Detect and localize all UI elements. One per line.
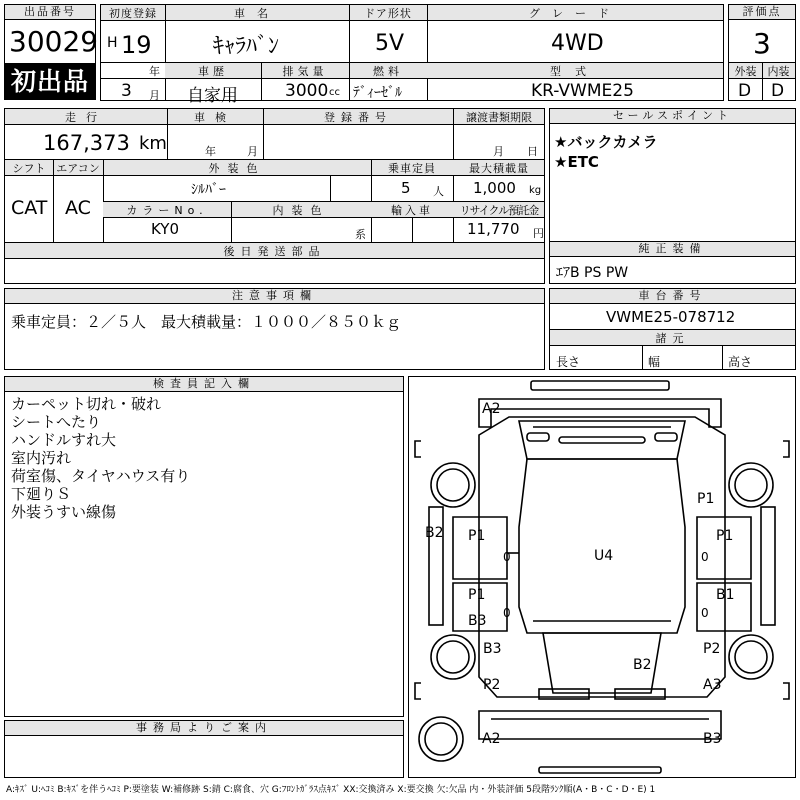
equipment-value: ｴｱB PS PW: [556, 265, 629, 281]
import-label: 輸入車: [391, 204, 433, 217]
int-color-suffix: 系: [355, 228, 366, 241]
capacity-unit: 人: [433, 185, 444, 198]
ac-label: エアコン: [56, 162, 100, 175]
int-color-label: 内装色: [272, 204, 330, 217]
first-sale-badge: 初出品: [4, 64, 96, 100]
later-parts-label: 後日発送部品: [223, 245, 326, 258]
color-no-value: KY0: [151, 220, 180, 238]
inspector-note: ハンドルすれ大: [11, 431, 117, 449]
recycle-unit: 円: [533, 227, 544, 240]
legend-text: A:ｷｽﾞ U:ﾍｺﾐ B:ｷｽﾞを伴うﾍｺﾐ P:要塗装 W:補修跡 S:錆 C:腐食、穴 G:ﾌﾛﾝﾄｶﾞﾗｽ点ｷｽﾞ XX:交換済み X:要交換 欠:欠品 内・外装評価 5段階ﾗﾝｸ順(A・B・C・D・E) 1: [6, 785, 656, 795]
mileage-label: 走行: [65, 111, 107, 124]
inspector-note: 外装うすい線傷: [11, 503, 117, 521]
reg-label: 初度登録: [109, 7, 157, 20]
reg-month-unit: 月: [149, 89, 160, 102]
car-name-label: 車名: [234, 7, 280, 20]
office-label: 事務局よりご案内: [5, 721, 403, 736]
inspection-month-unit: 月: [247, 145, 258, 158]
history-label: 車歴: [198, 65, 228, 78]
damage-mark: A2: [482, 401, 501, 417]
chassis-label: 車台番号: [550, 289, 795, 304]
inspector-note: 荷室傷、タイヤハウス有り: [11, 467, 191, 485]
sales-points-label: セールスポイント: [550, 109, 795, 124]
height-label: 高さ: [728, 355, 753, 369]
length-label: 長さ: [556, 355, 581, 369]
lot-box: [4, 4, 99, 64]
equipment-box: [549, 241, 796, 284]
exterior-label: 外装: [734, 65, 757, 78]
door-label: ドア形状: [364, 7, 412, 20]
damage-mark: B3: [483, 641, 502, 657]
interior-grade: D: [771, 81, 785, 101]
grade-value: 4WD: [551, 31, 604, 56]
damage-mark: U4: [594, 548, 614, 564]
caution-label: 注意事項欄: [5, 289, 544, 304]
lot-label: 出品番号: [5, 5, 95, 20]
reg-era: H: [107, 35, 118, 51]
damage-mark: P1: [697, 491, 715, 507]
sales-point-item: ★バックカメラ: [554, 133, 658, 151]
capacity-value: 5: [401, 179, 411, 197]
displacement-label: 排気量: [282, 65, 328, 78]
equipment-label: 純正装備: [550, 242, 795, 257]
damage-mark: A2: [482, 731, 501, 747]
door-value: 5V: [375, 31, 405, 56]
inspector-notes: [11, 395, 190, 521]
color-no-label: カラーNo.: [126, 204, 208, 217]
recycle-value: 11,770: [467, 220, 520, 238]
inspection-year-unit: 年: [205, 145, 216, 158]
reg-year-unit: 年: [149, 65, 160, 78]
max-load-unit: kg: [529, 185, 542, 196]
damage-mark: P1: [716, 528, 734, 544]
damage-mark: B1: [716, 587, 735, 603]
inspector-note: 下廻りＳ: [11, 485, 72, 503]
score-label: 評価点: [729, 5, 795, 20]
reg-year: 19: [121, 31, 152, 59]
ac-value: AC: [65, 197, 91, 219]
score-box: [728, 4, 796, 101]
svg-text:0: 0: [701, 550, 709, 564]
reg-month: 3: [121, 81, 132, 101]
car-name: ｷｬﾗﾊﾞﾝ: [213, 34, 280, 59]
damage-mark: P2: [703, 641, 721, 657]
caution-box: [4, 288, 545, 370]
mileage-unit: km: [139, 133, 167, 154]
damage-mark: B2: [633, 657, 652, 673]
sales-point-item: ★ETC: [554, 153, 599, 171]
inspector-note: シートへたり: [11, 413, 102, 431]
inspection-label: 車検: [194, 111, 236, 124]
caution-text: 乗車定員：２／５人 最大積載量：１０００／８５０ｋｇ: [11, 313, 402, 331]
inspector-box: [4, 376, 404, 717]
damage-mark: B2: [425, 525, 444, 541]
damage-diagram: [408, 376, 796, 778]
width-label: 幅: [648, 355, 661, 369]
svg-text:0: 0: [503, 606, 511, 620]
capacity-label: 乗車定員: [388, 162, 436, 175]
svg-text:0: 0: [503, 550, 511, 564]
sales-points-box: [549, 108, 796, 242]
inspector-label: 検査員記入欄: [5, 377, 403, 392]
mileage-value: 167,373: [43, 131, 130, 155]
recycle-label: リサイクル預託金: [459, 204, 539, 217]
dimensions-label: 諸元: [655, 332, 690, 345]
office-box: [4, 720, 404, 778]
displacement-value: 3000: [285, 81, 329, 101]
shift-value: CAT: [11, 197, 48, 219]
shift-label: シフト: [12, 162, 46, 175]
transfer-label: 譲渡書類期限: [466, 111, 532, 124]
max-load-value: 1,000: [473, 179, 516, 197]
exterior-grade: D: [738, 81, 752, 101]
inspector-note: カーペット切れ・破れ: [11, 395, 162, 413]
header-table: [100, 4, 724, 106]
damage-mark: P1: [468, 528, 486, 544]
details-table: [4, 108, 545, 284]
grade-label: グレード: [529, 7, 621, 20]
damage-mark: B3: [468, 613, 487, 629]
lot-number: 30029: [9, 25, 99, 58]
chassis-box: [549, 288, 796, 370]
damage-mark: P1: [468, 587, 486, 603]
displacement-unit: cc: [329, 87, 340, 98]
model-value: KR-VWME25: [531, 81, 634, 101]
transfer-month-unit: 月: [493, 145, 504, 158]
fuel-value: ﾃﾞｨｰｾﾞﾙ: [353, 85, 402, 101]
score-value: 3: [753, 27, 771, 60]
history-value: 自家用: [187, 86, 238, 106]
fuel-label: 燃料: [373, 65, 403, 78]
registration-label: 登録番号: [324, 111, 392, 124]
damage-mark: A3: [703, 677, 722, 693]
inspector-note: 室内汚れ: [11, 449, 72, 467]
ext-color-label: 外装色: [208, 162, 266, 175]
chassis-value: VWME25-078712: [606, 308, 736, 326]
damage-mark: P2: [483, 677, 501, 693]
model-label: 型式: [550, 65, 600, 78]
svg-text:0: 0: [701, 606, 709, 620]
max-load-label: 最大積載量: [469, 162, 529, 175]
interior-label: 内装: [767, 65, 790, 78]
car-outline-diagram: [409, 377, 795, 777]
transfer-day-unit: 日: [527, 145, 538, 158]
damage-mark: B3: [703, 731, 722, 747]
ext-color-value: ｼﾙﾊﾞｰ: [191, 182, 226, 198]
